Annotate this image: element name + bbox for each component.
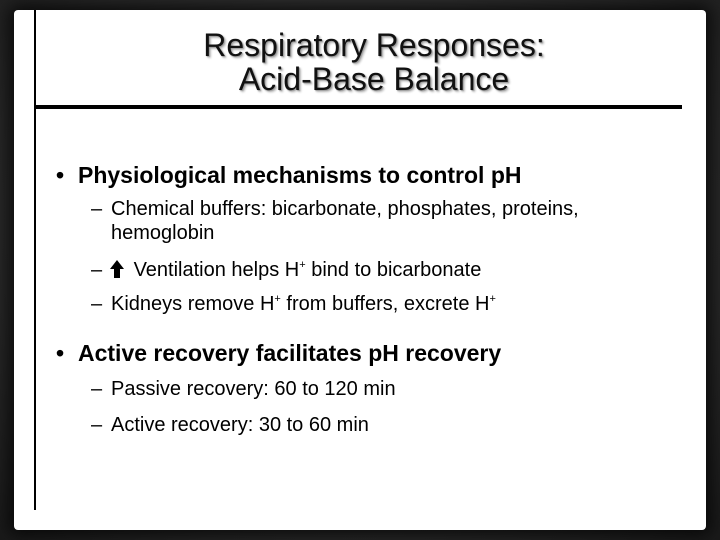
dash-glyph: – — [91, 414, 103, 436]
dash-glyph: – — [91, 378, 103, 400]
bullet-physiological-mechanisms — [56, 162, 522, 189]
sub-bullet-ventilation — [91, 258, 482, 282]
sub-bullet-text-line2: hemoglobin — [111, 222, 215, 244]
sub-bullet-text-before: Kidneys remove H — [111, 293, 275, 315]
superscript-plus: + — [299, 259, 306, 271]
sub-bullet-passive-recovery — [91, 377, 396, 401]
bullet-text: Active recovery facilitates pH recovery — [78, 340, 502, 366]
sub-bullet-text: Passive recovery: 60 to 120 min — [111, 378, 396, 400]
sub-bullet-active-recovery-time — [91, 413, 369, 437]
bullet-active-recovery — [56, 340, 502, 367]
title-line-1: Respiratory Responses: — [203, 27, 545, 63]
dash-glyph: – — [91, 198, 103, 220]
slide-title — [34, 28, 714, 96]
bullet-glyph: • — [56, 340, 65, 366]
sub-bullet-text-line1: Chemical buffers: bicarbonate, phosphates, proteins, — [111, 198, 579, 220]
superscript-plus: + — [489, 293, 496, 305]
dash-glyph: – — [91, 259, 103, 281]
sub-bullet-text-after: bind to bicarbonate — [305, 259, 482, 281]
superscript-plus: + — [274, 293, 281, 305]
sub-bullet-kidneys — [91, 292, 496, 316]
sub-bullet-text: Active recovery: 30 to 60 min — [111, 414, 369, 436]
title-underline-rule — [34, 105, 682, 109]
sub-bullet-chemical-buffers — [91, 197, 579, 245]
sub-bullet-text-before: Ventilation helps H — [133, 259, 300, 281]
sub-bullet-text-middle: from buffers, excrete H — [280, 293, 490, 315]
title-line-2: Acid-Base Balance — [238, 61, 510, 97]
slide — [14, 10, 706, 530]
bullet-glyph: • — [56, 162, 65, 188]
dash-glyph: – — [91, 293, 103, 315]
up-arrow-icon — [110, 260, 124, 278]
bullet-text: Physiological mechanisms to control pH — [78, 162, 522, 188]
